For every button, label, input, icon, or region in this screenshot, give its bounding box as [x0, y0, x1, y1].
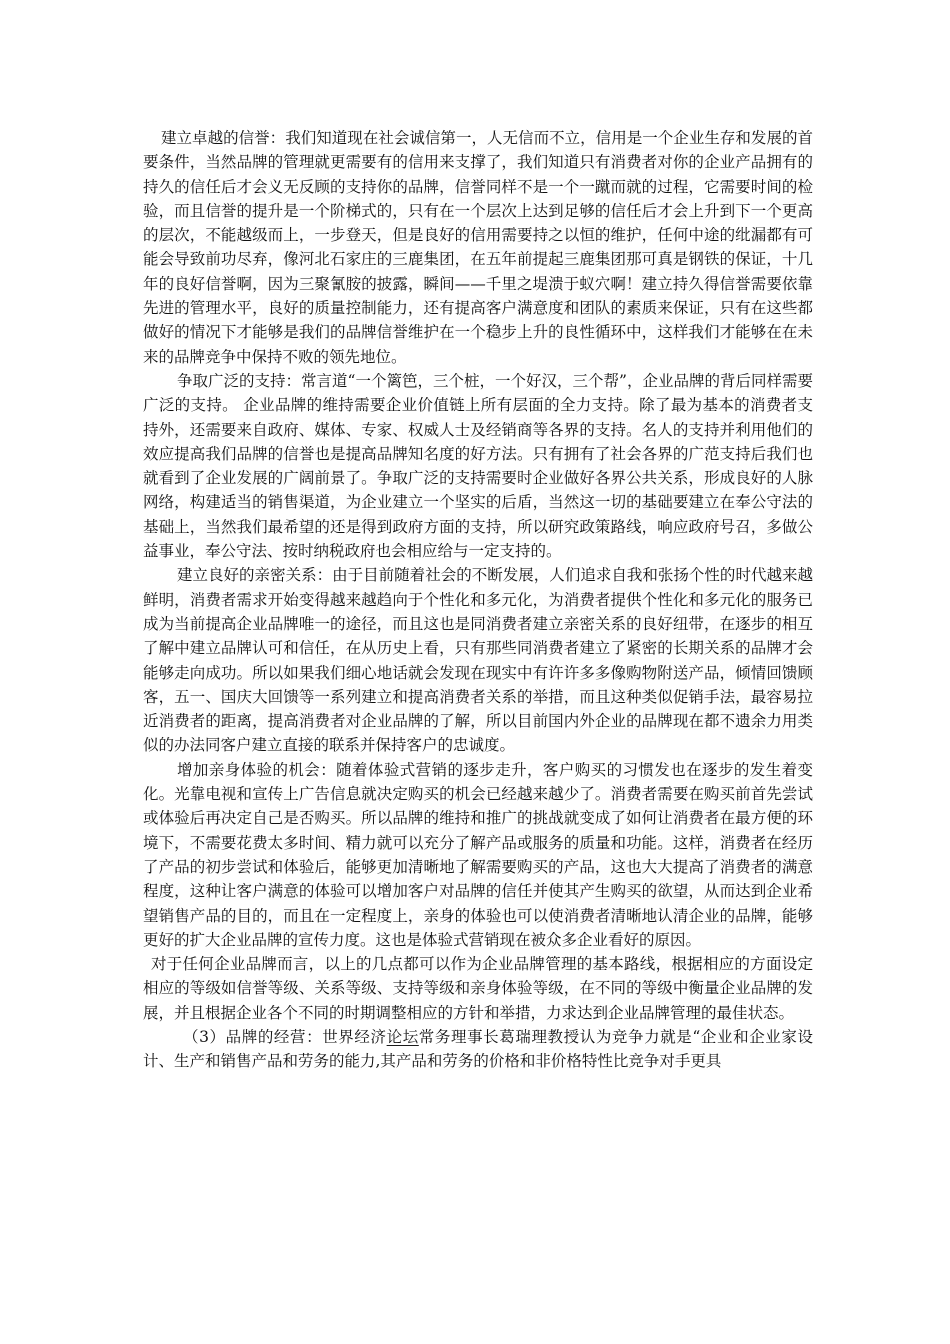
- operation-text-start: （3）品牌的经营：世界经济: [183, 1027, 387, 1046]
- paragraph-experience: 增加亲身体验的机会：随着体验式营销的逐步走升，客户购买的习惯发也在逐步的发生着变化。光靠电视和宣传上广告信息就决定购买的机会已经越来越少了。消费者需要在购买前首先尝试或体验后再决定自己是否购买。所以品牌的维持和推广的挑战就变成了如何让消费者在最方便的环境下，不需要花费太多时间、精力就可以充分了解产品或服务的质量和功能。这样，消费者在经历了产品的初步尝试和体验后，能够更加清晰地了解需要购买的产品，这也大大提高了消费者的满意程度，这种让客户满意的体验可以增加客户对品牌的信任并使其产生购买的欲望，从而达到企业希望销售产品的目的，而且在一定程度上，亲身的体验也可以使消费者清晰地认清企业的品牌，能够更好的扩大企业品牌的宣传力度。这也是体验式营销现在被众多企业看好的原因。: [143, 760, 813, 949]
- paragraph-relationship: 建立良好的亲密关系：由于目前随着社会的不断发展，人们追求自我和张扬个性的时代越来越鲜明，消费者需求开始变得越来越趋向于个性化和多元化，为消费者提供个性化和多元化的服务已成为当前提高企业品牌唯一的途径，而且这也是同消费者建立亲密关系的良好纽带，在逐步的相互了解中建立品牌认可和信任，在从历史上看，只有那些同消费者建立了紧密的长期关系的品牌才会能够走向成功。所以如果我们细心地话就会发现在现实中有许许多多像购物附送产品，倾情回馈顾客，五一、国庆大回馈等一系列建立和提高消费者关系的举措，而且这种类似促销手法，最容易拉近消费者的距离，提高消费者对企业品牌的了解，所以目前国内外企业的品牌现在都不遗余力用类似的办法同客户建立直接的联系并保持客户的忠诚度。: [143, 566, 813, 755]
- paragraph-summary: 对于任何企业品牌而言，以上的几点都可以作为企业品牌管理的基本路线，根据相应的方面设定相应的等级如信誉等级、关系等级、支持等级和亲身体验等级，在不同的等级中衡量企业品牌的发展，并且根据企业各个不同的时期调整相应的方针和举措，力求达到企业品牌管理的最佳状态。: [143, 955, 813, 1022]
- paragraph-brand-operation: [143, 1025, 813, 1074]
- operation-text-end: 常务理事长葛瑞理教授认为竞争力就是“企业和企业家设计、生产和销售产品和劳务的能力,其产品和劳务的价格和非价格特性比竞争对手更具: [143, 1027, 813, 1071]
- paragraph-support: 争取广泛的支持：常言道“一个篱笆，三个桩，一个好汉，三个帮”，企业品牌的背后同样需要广泛的支持。 企业品牌的维持需要企业价值链上所有层面的全力支持。除了最为基本的消费者支持外，还需要来自政府、媒体、专家、权威人士及经销商等各界的支持。名人的支持并利用他们的效应提高我们品牌的信誉也是提高品牌知名度的好方法。只有拥有了社会各界的广范支持后我们也就看到了企业发展的广阔前景了。争取广泛的支持需要时企业做好各界公共关系，形成良好的人脉网络，构建适当的销售渠道，为企业建立一个坚实的后盾，当然这一切的基础要建立在奉公守法的基础上，当然我们最希望的还是得到政府方面的支持，所以研究政策路线，响应政府号召，多做公益事业，奉公守法、按时纳税政府也会相应给与一定支持的。: [143, 371, 813, 561]
- document-body: [143, 126, 813, 1074]
- paragraph-reputation: 建立卓越的信誉：我们知道现在社会诚信第一，人无信而不立，信用是一个企业生存和发展的首要条件，当然品牌的管理就更需要有的信用来支撑了，我们知道只有消费者对你的企业产品拥有的持久的信任后才会义无反顾的支持你的品牌，信誉同样不是一个一蹴而就的过程，它需要时间的检验，而且信誉的提升是一个阶梯式的，只有在一个层次上达到足够的信任后才会上升到下一个更高的层次，不能越级而上，一步登天，但是良好的信用需要持之以恒的维护，任何中途的纰漏都有可能会导致前功尽弃，像河北石家庄的三鹿集团，在五年前提起三鹿集团那可真是钢铁的保证，十几年的良好信誉啊，因为三聚氰胺的披露，瞬间——千里之堤溃于蚁穴啊！建立持久得信誉需要依靠先进的管理水平，良好的质量控制能力，还有提高客户满意度和团队的素质来保证，只有在这些都做好的情况下才能够是我们的品牌信誉维护在一个稳步上升的良性循环中，这样我们才能够在在未来的品牌竞争中保持不败的领先地位。: [143, 129, 813, 366]
- forum-link[interactable]: 论坛: [386, 1027, 419, 1046]
